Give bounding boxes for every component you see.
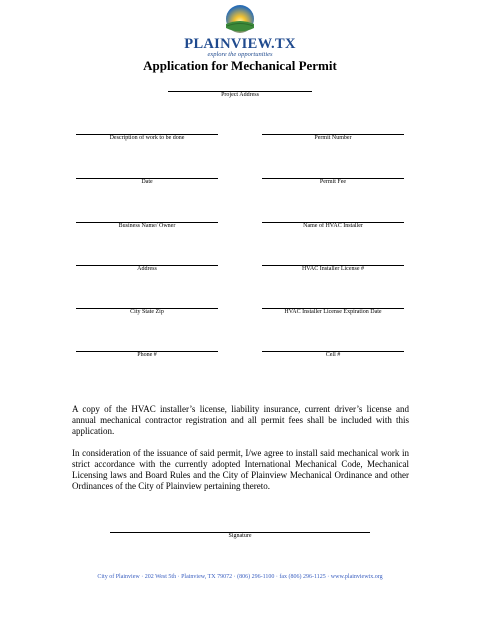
hvac-license-label: HVAC Installer License # [301, 266, 365, 272]
paragraph-agreement: In consideration of the issuance of said permit, I/we agree to install said mechanical work in strict accordance with the currently adopted International Mechanical Code, Mechanical Licensing laws and Board Rules and the City of Plainview Mechanical Ordinance and other Ordinances of the City of Plainview pertaining thereto. [72, 448, 409, 491]
cell-label: Cell # [325, 352, 341, 358]
brand-name: PLAINVIEW.TX [184, 36, 296, 52]
project-address-label: Project Address [221, 92, 259, 98]
plainview-logo-icon [218, 4, 262, 36]
business-name-label: Business Name/ Owner [118, 223, 176, 229]
description-label: Description of work to be done [109, 135, 185, 141]
phone-label: Phone # [137, 352, 157, 358]
city-state-zip-label: City State Zip [130, 309, 164, 315]
signature-label: Signature [228, 533, 252, 539]
page-title: Application for Mechanical Permit [143, 58, 337, 73]
address-label: Address [137, 266, 157, 272]
permit-number-label: Permit Number [314, 135, 352, 141]
hvac-installer-name-label: Name of HVAC Installer [303, 223, 363, 229]
permit-fee-label: Permit Fee [319, 179, 347, 185]
paragraph-requirements: A copy of the HVAC installer’s license, liability insurance, current driver’s license and annual mechanical contractor registration and all permit fees shall be included with this application. [72, 404, 409, 436]
date-label: Date [141, 179, 153, 185]
brand-tagline: explore the opportunities [207, 51, 273, 58]
footer-contact: City of Plainview · 202 West 5th · Plainview, TX 79072 · (806) 296-1100 · fax (806) 296-1125 · www.plainviewtx.org [97, 574, 383, 580]
hvac-expiration-label: HVAC Installer License Expiration Date [284, 309, 382, 315]
